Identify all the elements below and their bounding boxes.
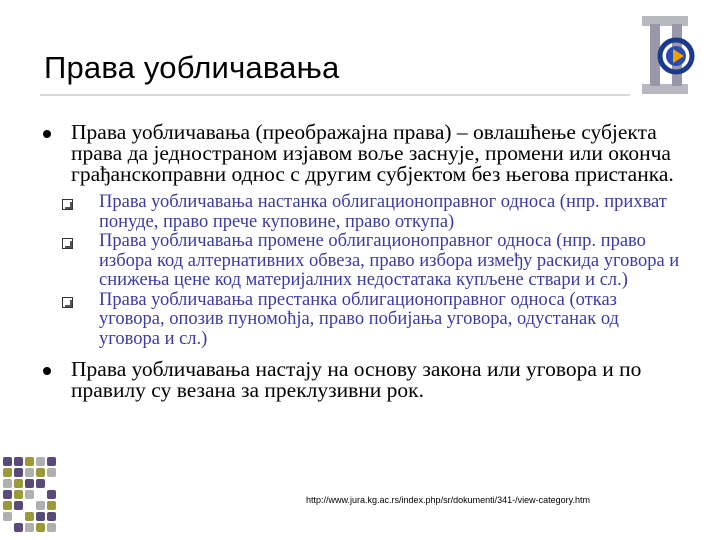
decorative-square	[14, 523, 23, 532]
decorative-squares	[3, 457, 83, 537]
main-point	[40, 122, 680, 185]
decorative-square	[47, 501, 56, 510]
decorative-square	[36, 457, 45, 466]
decorative-square	[47, 512, 56, 521]
checkbox-bullet-icon	[62, 297, 73, 308]
decorative-square	[47, 457, 56, 466]
decorative-square	[36, 501, 45, 510]
decorative-square	[14, 468, 23, 477]
footer-link[interactable]: http://www.jura.kg.ac.rs/index.php/sr/dokumenti/341-/view-category.htm	[306, 495, 590, 505]
decorative-square	[25, 490, 34, 499]
slide-title: Права уобличавања	[44, 50, 340, 85]
title-divider	[40, 94, 630, 96]
main-point-text: Права уобличавања (преображајна права) – овлашћење субјекта права да једностраном изјавом воље заснује, промени или оконча грађанскоправни однос с другим субјектом без његова пристанка.	[71, 120, 674, 186]
decorative-square	[3, 479, 12, 488]
decorative-square	[47, 523, 56, 532]
decorative-square	[25, 512, 34, 521]
checkbox-bullet-icon	[62, 238, 73, 249]
decorative-square	[3, 468, 12, 477]
decorative-square	[25, 523, 34, 532]
decorative-square	[36, 468, 45, 477]
decorative-square	[3, 490, 12, 499]
decorative-square	[3, 501, 12, 510]
sub-point-list	[99, 193, 680, 349]
decorative-square	[14, 501, 23, 510]
main-point	[40, 359, 680, 401]
slide-content	[40, 122, 680, 401]
faculty-logo-icon	[636, 12, 702, 98]
round-bullet-icon	[43, 367, 51, 375]
sub-point	[99, 193, 680, 232]
sub-point-text: Права уобличавања промене облигационоправног односа (нпр. право избора код алтернативних обвеза, право избора између раскида уговора и снижења цене код материјалних недостатака купљене ствари и сл.)	[99, 231, 680, 290]
sub-point-text: Права уобличавања престанка облигационоправног односа (отказ уговора, опозив пуномоћја, право побијања уговора, одустанак од уговора и сл.)	[99, 289, 619, 349]
decorative-square	[25, 457, 34, 466]
sub-point	[99, 291, 680, 350]
main-point-text: Права уобличавања настају на основу закона или уговора и по правилу су везана за преклузивни рок.	[71, 357, 642, 402]
decorative-square	[36, 479, 45, 488]
checkbox-bullet-icon	[62, 199, 73, 210]
decorative-square	[25, 479, 34, 488]
decorative-square	[3, 457, 12, 466]
decorative-square	[47, 468, 56, 477]
decorative-square	[36, 512, 45, 521]
decorative-square	[14, 490, 23, 499]
round-bullet-icon	[43, 130, 51, 138]
sub-point-text: Права уобличавања настанка облигационоправног односа (нпр. прихват понуде, право прече куповине, право откупа)	[99, 192, 667, 232]
decorative-square	[47, 490, 56, 499]
decorative-square	[14, 457, 23, 466]
sub-point	[99, 232, 680, 291]
decorative-square	[3, 512, 12, 521]
decorative-square	[25, 468, 34, 477]
decorative-square	[36, 523, 45, 532]
decorative-square	[14, 479, 23, 488]
